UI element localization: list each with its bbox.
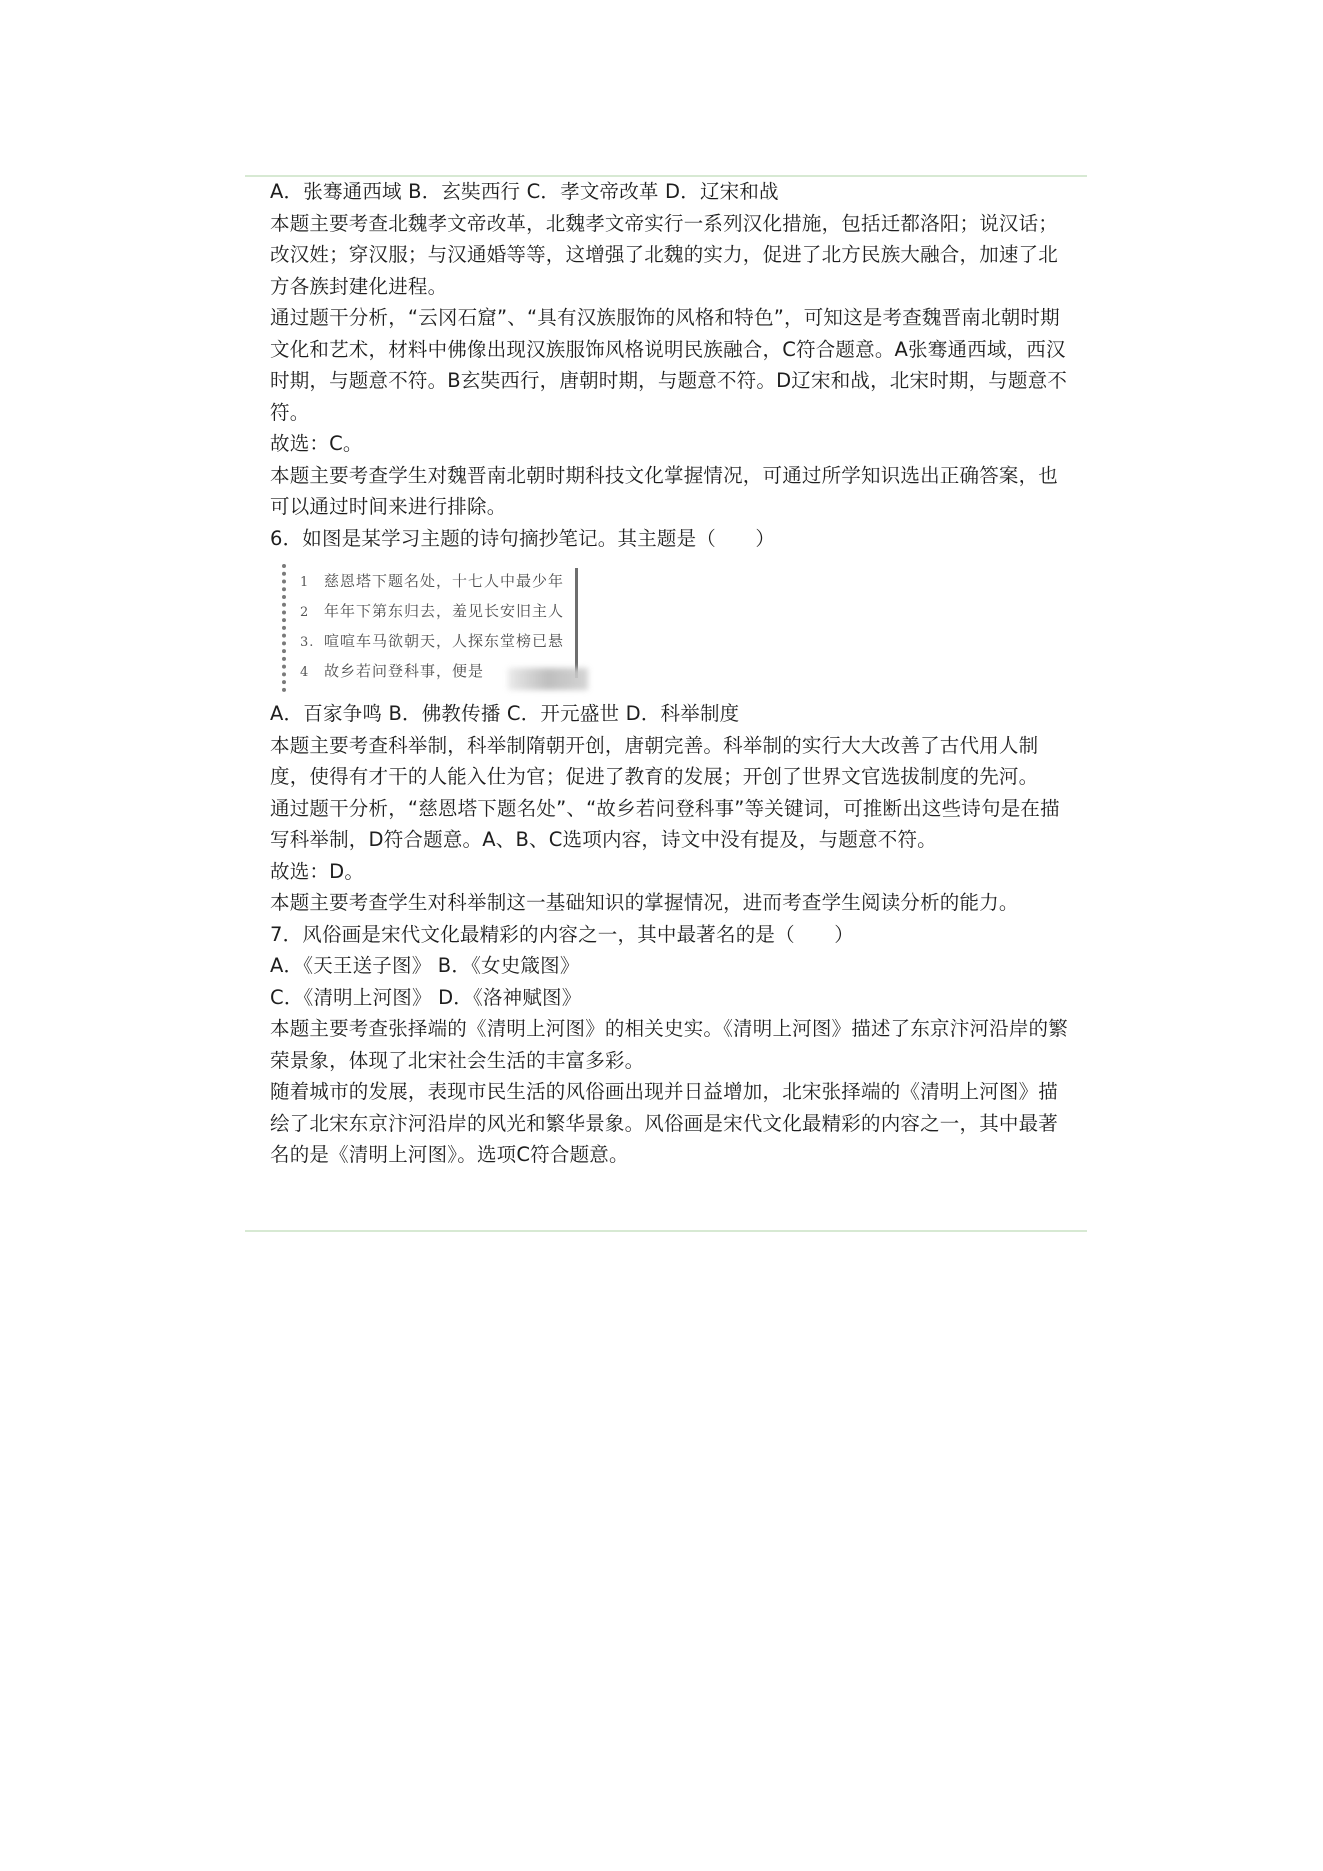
poem-line: 1 慈恩塔下题名处，十七人中最少年 (300, 572, 565, 590)
poem-line: 3. 喧喧车马欲朝天，人探东堂榜已悬 (300, 632, 565, 650)
poem-line: 2 年年下第东归去，羞见长安旧主人 (300, 602, 565, 620)
q7-options-ab: A．《天王送子图》 B．《女史箴图》 (270, 954, 580, 977)
bottom-divider (245, 1230, 1087, 1232)
q5-answer: 故选：C。 (270, 432, 363, 455)
q5-analysis-2: 通过题干分析，“云冈石窟”、“具有汉族服饰的风格和特色”，可知这是考查魏晋南北朝时期文化和艺术，材料中佛像出现汉族服饰风格说明民族融合，C符合题意。A张骞通西域，西汉时期，与题意不符。B玄奘西行，唐朝时期，与题意不符。D辽宋和战，北宋时期，与题意不符。 (270, 306, 1068, 424)
q5-analysis-1: 本题主要考查北魏孝文帝改革，北魏孝文帝实行一系列汉化措施，包括迁都洛阳；说汉话；改汉姓；穿汉服；与汉通婚等等，这增强了北魏的实力，促进了北方民族大融合，加速了北方各族封建化进程。 (270, 211, 1059, 298)
document-body (270, 176, 1070, 1171)
q7-analysis-2: 随着城市的发展，表现市民生活的风俗画出现并日益增加，北宋张择端的《清明上河图》描绘了北宋东京汴河沿岸的风光和繁华景象。风俗画是宋代文化最精彩的内容之一，其中最著名的是《清明上河图》。选项C符合题意。 (270, 1080, 1059, 1166)
notebook-binding-dots (282, 564, 296, 692)
q7-question: 7．风俗画是宋代文化最精彩的内容之一，其中最著名的是（ ） (270, 922, 854, 946)
q6-options: A．百家争鸣 B．佛教传播 C．开元盛世 D．科举制度 (270, 702, 740, 725)
q6-answer: 故选：D。 (270, 859, 365, 883)
q6-question: 6．如图是某学习主题的诗句摘抄笔记。其主题是（ ） (270, 526, 776, 550)
q6-analysis-1: 本题主要考查科举制，科举制隋朝开创，唐朝完善。科举制的实行大大改善了古代用人制度，使得有才干的人能入仕为官；促进了教育的发展；开创了世界文官选拔制度的先河。 (270, 733, 1039, 788)
q7-options-cd: C．《清明上河图》 D．《洛神赋图》 (270, 985, 582, 1009)
q7-analysis-1: 本题主要考查张择端的《清明上河图》的相关史实。《清明上河图》描述了东京汴河沿岸的繁荣景象，体现了北宋社会生活的丰富多彩。 (270, 1017, 1068, 1072)
notebook-margin-line (575, 568, 578, 678)
q6-comment: 本题主要考查学生对科举制这一基础知识的掌握情况，进而考查学生阅读分析的能力。 (270, 891, 1019, 914)
blurred-region (508, 668, 588, 690)
q6-analysis-2: 通过题干分析，“慈恩塔下题名处”、“故乡若问登科事”等关键词，可推断出这些诗句是在描写科举制，D符合题意。A、B、C选项内容，诗文中没有提及，与题意不符。 (270, 796, 1060, 851)
poem-notes-image (282, 558, 592, 698)
q5-options: A．张骞通西域 B．玄奘西行 C．孝文帝改革 D．辽宋和战 (270, 180, 779, 203)
poem-line: 4 故乡若问登科事，便是 (300, 662, 485, 680)
q5-comment: 本题主要考查学生对魏晋南北朝时期科技文化掌握情况，可通过所学知识选出正确答案，也可以通过时间来进行排除。 (270, 463, 1059, 518)
